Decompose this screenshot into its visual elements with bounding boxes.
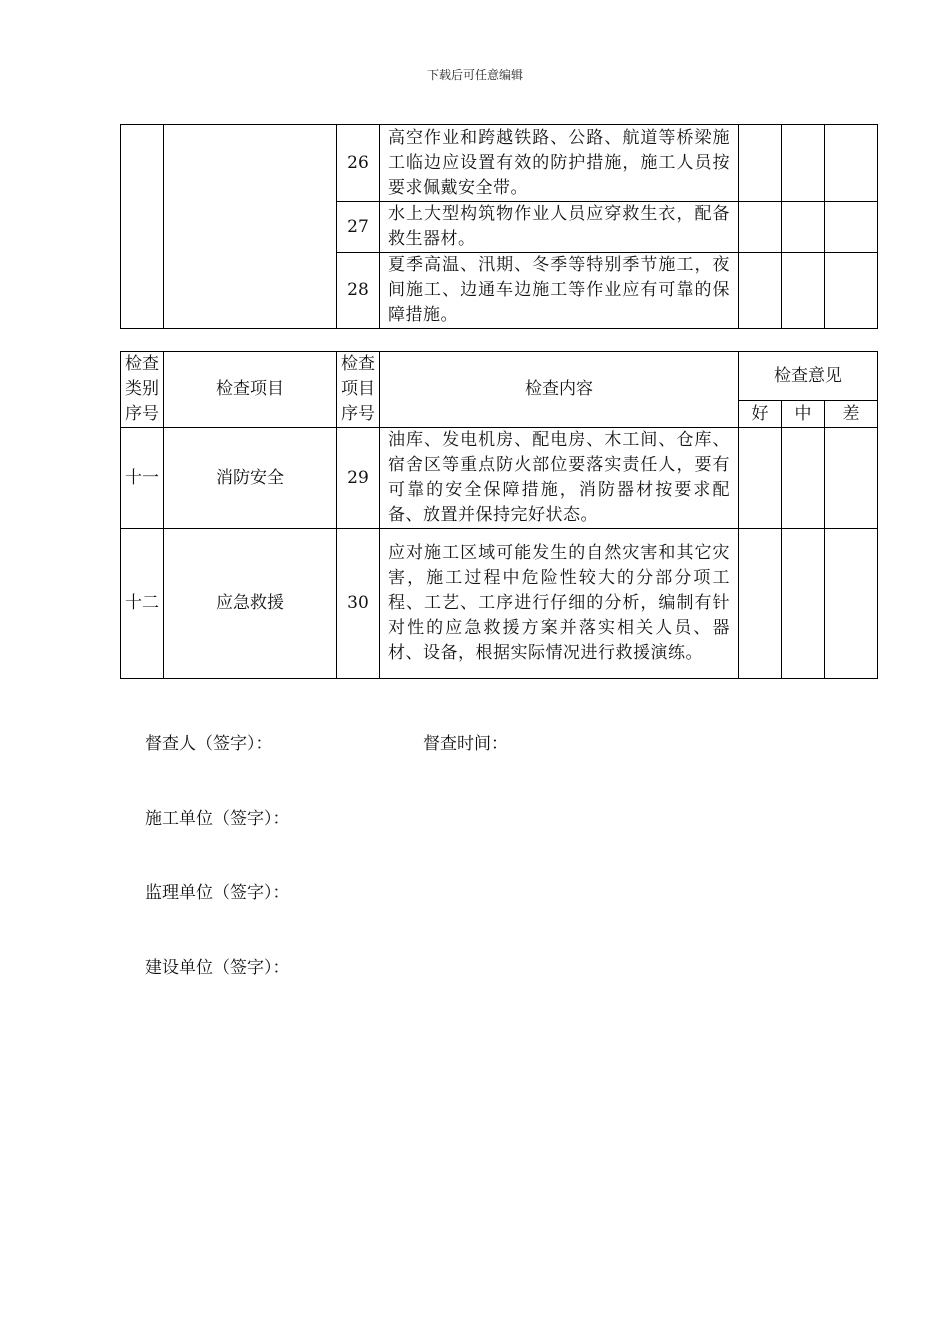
- check-content: 油库、发电机房、配电房、木工间、仓库、宿舍区等重点防火部位要落实责任人，要有可靠的安全保障措施，消防器材按要求配备、放置并保持完好状态。: [380, 428, 739, 529]
- header-note: 下载后可任意编辑: [426, 68, 523, 82]
- item-number: 26: [337, 125, 380, 202]
- opinion-good-cell[interactable]: [739, 125, 782, 202]
- table-row: [121, 125, 878, 202]
- inspect-time-label: 督查时间：: [423, 734, 508, 754]
- opinion-medium-cell[interactable]: [782, 428, 825, 529]
- table-row: [121, 529, 878, 679]
- inspection-table-continued: [120, 124, 878, 329]
- check-item: 应急救援: [164, 529, 337, 679]
- owner-unit-signature-label: 建设单位（签字）：: [145, 958, 290, 978]
- construction-unit-signature-label: 施工单位（签字）：: [145, 809, 290, 829]
- check-item: 消防安全: [164, 428, 337, 529]
- check-content: 应对施工区域可能发生的自然灾害和其它灾害，施工过程中危险性较大的分部分项工程、工艺、工序进行仔细的分析，编制有针对性的应急救援方案并落实相关人员、器材、设备，根据实际情况进行救援演练。: [380, 529, 739, 679]
- header-good: 好: [739, 401, 782, 428]
- item-number: 30: [337, 529, 380, 679]
- category-number: 十一: [121, 428, 164, 529]
- header-opinion: 检查意见: [739, 352, 878, 401]
- opinion-medium-cell[interactable]: [782, 202, 825, 253]
- item-number: 28: [337, 253, 380, 329]
- check-content: 水上大型构筑物作业人员应穿救生衣，配备救生器材。: [380, 202, 739, 253]
- inspector-signature-label: 督查人（签字）：: [145, 734, 273, 754]
- opinion-medium-cell[interactable]: [782, 529, 825, 679]
- opinion-medium-cell[interactable]: [782, 253, 825, 329]
- opinion-good-cell[interactable]: [739, 253, 782, 329]
- opinion-good-cell[interactable]: [739, 202, 782, 253]
- item-cell: [164, 125, 337, 329]
- opinion-poor-cell[interactable]: [825, 125, 878, 202]
- opinion-poor-cell[interactable]: [825, 529, 878, 679]
- header-item: 检查项目: [164, 352, 337, 428]
- header-category-no: 检查类别序号: [121, 352, 164, 428]
- opinion-poor-cell[interactable]: [825, 428, 878, 529]
- supervision-unit-signature-label: 监理单位（签字）：: [145, 883, 290, 903]
- category-number: 十二: [121, 529, 164, 679]
- header-row: [121, 352, 878, 401]
- item-number: 29: [337, 428, 380, 529]
- opinion-good-cell[interactable]: [739, 428, 782, 529]
- header-content: 检查内容: [380, 352, 739, 428]
- header-poor: 差: [825, 401, 878, 428]
- table-row: [121, 428, 878, 529]
- check-content: 夏季高温、汛期、冬季等特别季节施工，夜间施工、边通车边施工等作业应有可靠的保障措施。: [380, 253, 739, 329]
- opinion-poor-cell[interactable]: [825, 202, 878, 253]
- header-item-no: 检查项目序号: [337, 352, 380, 428]
- inspection-table: [120, 351, 878, 679]
- opinion-good-cell[interactable]: [739, 529, 782, 679]
- opinion-medium-cell[interactable]: [782, 125, 825, 202]
- header-medium: 中: [782, 401, 825, 428]
- check-content: 高空作业和跨越铁路、公路、航道等桥梁施工临边应设置有效的防护措施，施工人员按要求佩戴安全带。: [380, 125, 739, 202]
- item-number: 27: [337, 202, 380, 253]
- opinion-poor-cell[interactable]: [825, 253, 878, 329]
- category-cell: [121, 125, 164, 329]
